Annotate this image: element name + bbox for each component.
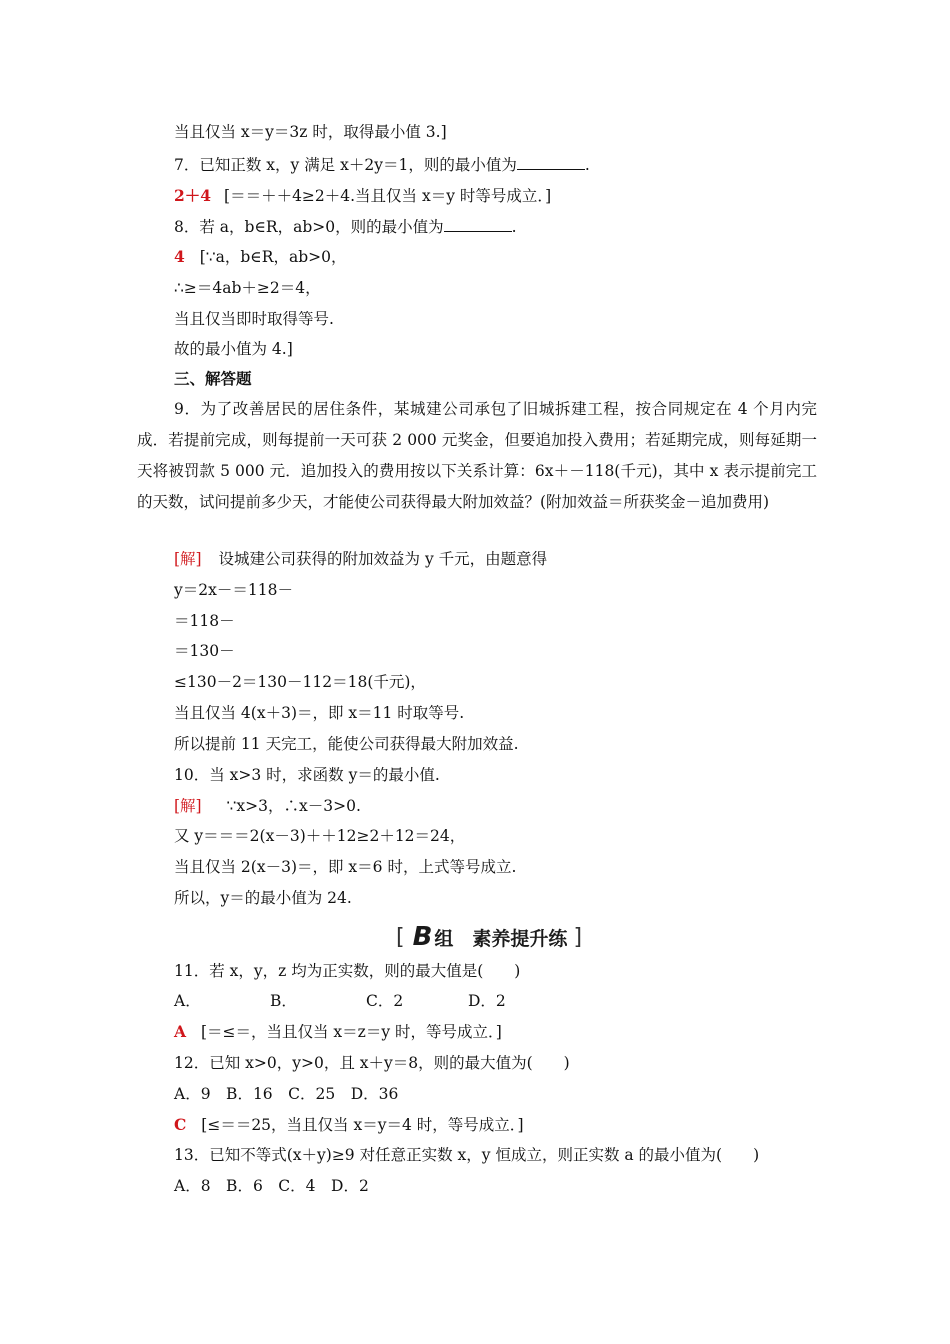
answer-11-label: A	[174, 1022, 187, 1041]
period: .	[584, 156, 590, 174]
answer-11	[174, 1022, 502, 1042]
banner-letter: B	[412, 922, 432, 952]
solution-9	[174, 549, 547, 569]
answer-11-text: [＝≤＝，当且仅当 x＝z＝y 时，等号成立．]	[200, 1023, 502, 1041]
text-line: ＝118－	[174, 612, 235, 630]
question-13: 13．已知不等式(x＋y)≥9 对任意正实数 x，y 恒成立，则正实数 a 的最小值为( )	[174, 1146, 760, 1164]
text-line: 又 y＝＝＝2(x－3)＋＋12≥2＋12＝24，	[174, 827, 466, 845]
answer-8	[174, 247, 346, 267]
banner-title: 组 素养提升练	[434, 927, 568, 950]
question-12-options: A．9 B．16 C．25 D．36	[174, 1085, 399, 1103]
answer-7	[174, 186, 551, 206]
question-12: 12．已知 x>0，y>0，且 x＋y＝8，则的最大值为( )	[174, 1054, 570, 1072]
solution-9-text: 设城建公司获得的附加效益为 y 千元，由题意得	[218, 550, 548, 568]
solution-label: [解]	[174, 797, 202, 815]
answer-12	[174, 1115, 524, 1135]
text-line: 当且仅当 4(x＋3)＝，即 x＝11 时取等号.	[174, 704, 465, 722]
text-line: ∴≥＝4ab＋≥2＝4，	[174, 279, 321, 297]
section-heading: 三、解答题	[174, 370, 252, 388]
text-line: ＝130－	[174, 642, 235, 660]
text-line: 当且仅当即时取得等号.	[174, 310, 334, 328]
answer-7-text: [＝＝＋＋4≥2＋4.当且仅当 x＝y 时等号成立．]	[224, 187, 552, 205]
text-line: 当且仅当 2(x－3)＝，即 x＝6 时，上式等号成立.	[174, 858, 517, 876]
banner-bracket-left: [	[396, 924, 405, 950]
text-line: y＝2x－＝118－	[174, 581, 293, 599]
text-line: 当且仅当 x＝y＝3z 时，取得最小值 3.]	[174, 123, 447, 141]
option-a: A．	[174, 992, 201, 1010]
text-line: 所以提前 11 天完工，能使公司获得最大附加效益.	[174, 735, 519, 753]
answer-12-text: [≤＝＝25，当且仅当 x＝y＝4 时，等号成立．]	[201, 1116, 524, 1134]
question-7-text: 7．已知正数 x，y 满足 x＋2y＝1，则的最小值为	[174, 156, 517, 174]
text-line: 故的最小值为 4.]	[174, 340, 293, 358]
answer-8-label: 4	[174, 247, 185, 266]
question-8-text: 8．若 a，b∈R，ab>0，则的最小值为	[174, 218, 444, 236]
option-d: D．2	[468, 992, 506, 1010]
banner-bracket-right: ]	[573, 924, 583, 950]
question-8	[174, 217, 517, 237]
option-c: C．2	[366, 992, 404, 1010]
solution-10	[174, 796, 361, 816]
text-line: 所以，y＝的最小值为 24.	[174, 889, 352, 907]
question-13-options: A．8 B．6 C．4 D．2	[174, 1177, 369, 1195]
period: .	[511, 218, 517, 236]
option-b: B．	[270, 992, 297, 1010]
question-7	[174, 155, 590, 175]
answer-7-label: 2＋4	[174, 186, 212, 205]
answer-blank	[517, 155, 585, 170]
question-9: 9．为了改善居民的居住条件，某城建公司承包了旧城拆建工程，按合同规定在 4 个月内完成．若提前完成，则每提前一天可获 2 000 元奖金，但要追加投入费用；若延期完成，则每延期一天将被罚款 5 000 元．追加投入的费用按以下关系计算：6x＋－118(千元)，其中 x 表示提前完工的天数，试问提前多少天，才能使公司获得最大附加效益？(附加效益＝所获奖金－追加费用)	[137, 400, 817, 511]
answer-12-label: C	[174, 1115, 187, 1134]
group-b-banner	[396, 922, 582, 952]
solution-label: [解]	[174, 550, 202, 568]
question-10: 10．当 x>3 时，求函数 y＝的最小值.	[174, 766, 440, 784]
solution-10-text: ∵x>3，∴x－3>0.	[226, 797, 361, 815]
answer-blank	[444, 217, 512, 232]
answer-8-text: [∵a，b∈R，ab>0，	[199, 248, 347, 266]
question-11: 11．若 x，y，z 均为正实数，则的最大值是( )	[174, 962, 521, 980]
text-line: ≤130－2＝130－112＝18(千元)，	[174, 673, 426, 691]
